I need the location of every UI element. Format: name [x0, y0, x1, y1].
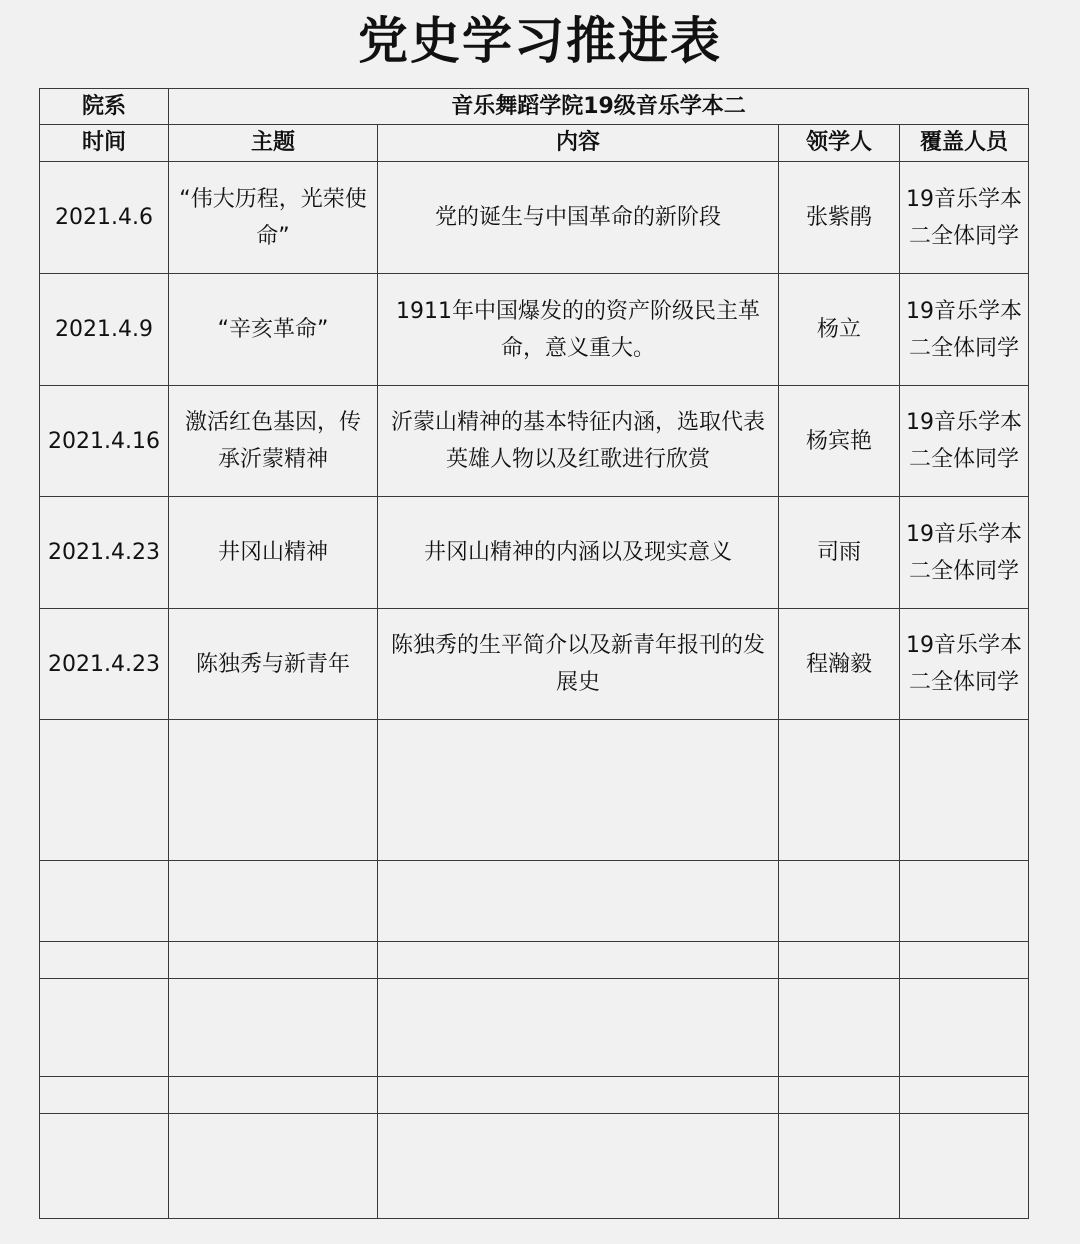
empty-cell [169, 979, 378, 1077]
row-topic: 激活红色基因，传承沂蒙精神 [169, 386, 378, 497]
department-value: 音乐舞蹈学院19级音乐学本二 [169, 89, 1029, 125]
row-time: 2021.4.6 [40, 162, 169, 274]
empty-cell [378, 1114, 779, 1219]
empty-cell [40, 720, 169, 861]
table-row [40, 609, 1029, 720]
column-header-leader: 领学人 [779, 125, 900, 162]
table-row [40, 274, 1029, 386]
column-header-coverage: 覆盖人员 [900, 125, 1029, 162]
empty-cell [169, 720, 378, 861]
row-coverage: 19音乐学本二全体同学 [900, 386, 1029, 497]
column-header-topic: 主题 [169, 125, 378, 162]
row-topic: 井冈山精神 [169, 497, 378, 609]
row-time: 2021.4.23 [40, 497, 169, 609]
row-topic: “辛亥革命” [169, 274, 378, 386]
empty-cell [169, 942, 378, 979]
row-time: 2021.4.23 [40, 609, 169, 720]
department-label: 院系 [40, 89, 169, 125]
empty-cell [378, 861, 779, 942]
row-content: 井冈山精神的内涵以及现实意义 [378, 497, 779, 609]
empty-cell [779, 1077, 900, 1114]
empty-cell [378, 720, 779, 861]
row-topic: 陈独秀与新青年 [169, 609, 378, 720]
row-coverage: 19音乐学本二全体同学 [900, 274, 1029, 386]
row-content: 沂蒙山精神的基本特征内涵，选取代表英雄人物以及红歌进行欣赏 [378, 386, 779, 497]
empty-row [40, 1114, 1029, 1219]
empty-cell [779, 1114, 900, 1219]
empty-cell [900, 1077, 1029, 1114]
empty-cell [378, 979, 779, 1077]
empty-cell [40, 1077, 169, 1114]
empty-cell [900, 979, 1029, 1077]
empty-row [40, 979, 1029, 1077]
empty-cell [900, 942, 1029, 979]
empty-cell [169, 1077, 378, 1114]
row-topic: “伟大历程，光荣使命” [169, 162, 378, 274]
row-leader: 杨宾艳 [779, 386, 900, 497]
row-coverage: 19音乐学本二全体同学 [900, 497, 1029, 609]
empty-cell [378, 1077, 779, 1114]
empty-cell [40, 979, 169, 1077]
row-coverage: 19音乐学本二全体同学 [900, 162, 1029, 274]
empty-cell [40, 942, 169, 979]
empty-cell [40, 861, 169, 942]
row-coverage: 19音乐学本二全体同学 [900, 609, 1029, 720]
row-leader: 程瀚毅 [779, 609, 900, 720]
empty-cell [779, 979, 900, 1077]
header-row [40, 125, 1029, 162]
empty-row [40, 720, 1029, 861]
empty-cell [779, 861, 900, 942]
empty-row [40, 861, 1029, 942]
table-row [40, 162, 1029, 274]
row-content: 1911年中国爆发的的资产阶级民主革命，意义重大。 [378, 274, 779, 386]
row-content: 陈独秀的生平简介以及新青年报刊的发展史 [378, 609, 779, 720]
empty-cell [900, 1114, 1029, 1219]
empty-cell [900, 861, 1029, 942]
row-leader: 司雨 [779, 497, 900, 609]
study-schedule-table [39, 88, 1029, 1219]
page-title: 党史学习推进表 [358, 12, 722, 70]
empty-cell [779, 942, 900, 979]
table-row [40, 497, 1029, 609]
row-content: 党的诞生与中国革命的新阶段 [378, 162, 779, 274]
column-header-time: 时间 [40, 125, 169, 162]
row-leader: 杨立 [779, 274, 900, 386]
empty-cell [169, 861, 378, 942]
row-time: 2021.4.9 [40, 274, 169, 386]
empty-cell [378, 942, 779, 979]
column-header-content: 内容 [378, 125, 779, 162]
department-row [40, 89, 1029, 125]
empty-cell [779, 720, 900, 861]
row-leader: 张紫鹃 [779, 162, 900, 274]
empty-row [40, 1077, 1029, 1114]
empty-row [40, 942, 1029, 979]
row-time: 2021.4.16 [40, 386, 169, 497]
empty-cell [900, 720, 1029, 861]
empty-cell [40, 1114, 169, 1219]
empty-cell [169, 1114, 378, 1219]
table-row [40, 386, 1029, 497]
